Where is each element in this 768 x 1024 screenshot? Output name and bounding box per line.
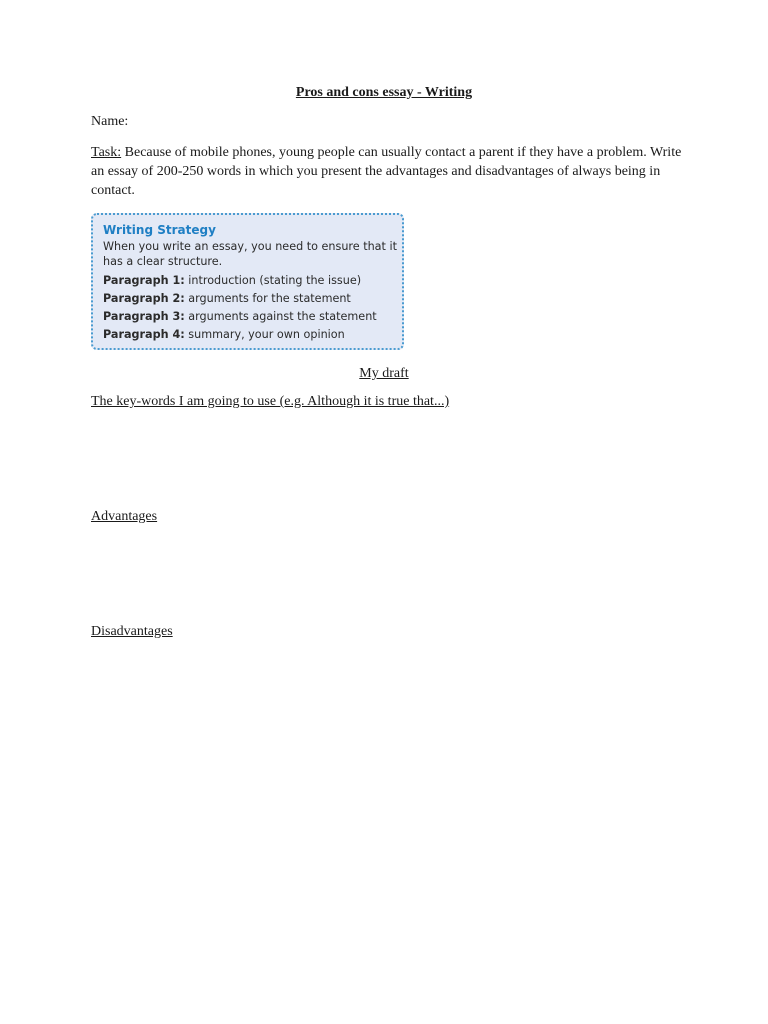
strategy-paragraph-label: Paragraph 3: (103, 310, 185, 323)
strategy-paragraph-label: Paragraph 1: (103, 274, 185, 287)
name-label: Name: (91, 114, 129, 129)
writing-strategy-box (91, 213, 404, 350)
strategy-paragraph-text: arguments for the statement (184, 292, 351, 305)
task-paragraph (91, 143, 691, 200)
task-label: Task: (91, 145, 122, 160)
strategy-intro: When you write an essay, you need to ensure that it has a clear structure. (103, 240, 397, 268)
strategy-paragraph-4 (103, 326, 402, 344)
strategy-paragraph-label: Paragraph 2: (103, 292, 185, 305)
keywords-heading: The key-words I am going to use (e.g. Although it is true that...) (91, 394, 450, 409)
strategy-paragraph-text: introduction (stating the issue) (184, 274, 362, 287)
disadvantages-heading: Disadvantages (91, 624, 173, 639)
draft-heading: My draft (359, 366, 409, 381)
document-title: Pros and cons essay - Writing (295, 85, 473, 100)
strategy-paragraph-1 (103, 272, 402, 290)
task-text: Because of mobile phones, young people can usually contact a parent if they have a problem. Write an essay of 200-250 words in which you present the advantages and disadvantages of always being in contact. (91, 145, 682, 198)
strategy-heading: Writing Strategy (103, 223, 216, 237)
advantages-heading: Advantages (91, 509, 158, 524)
strategy-paragraph-text: arguments against the statement (184, 310, 377, 323)
strategy-paragraph-label: Paragraph 4: (103, 328, 185, 341)
strategy-paragraph-2 (103, 290, 402, 308)
strategy-paragraph-3 (103, 308, 402, 326)
strategy-paragraph-text: summary, your own opinion (184, 328, 345, 341)
